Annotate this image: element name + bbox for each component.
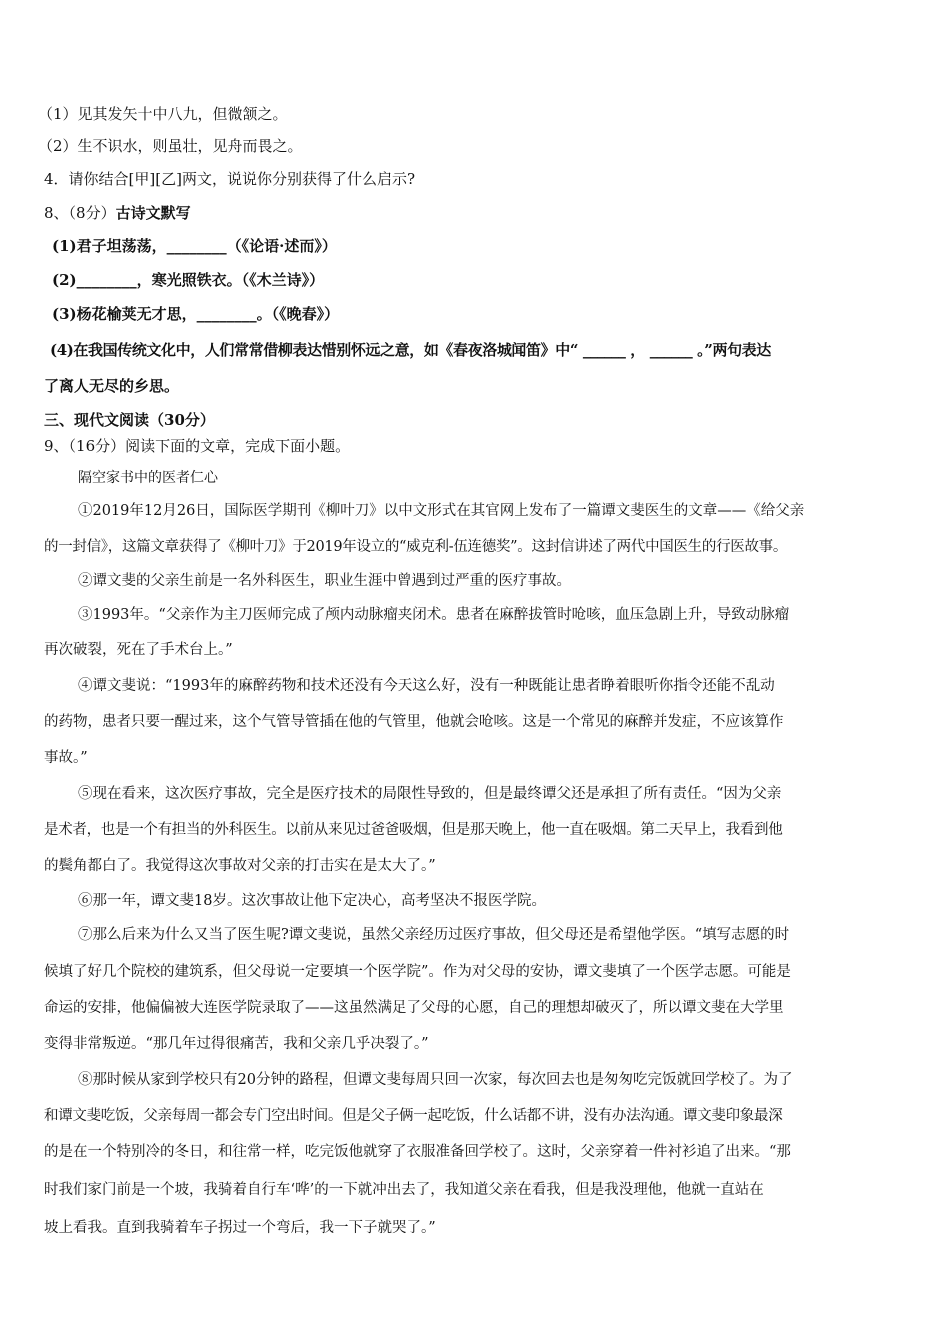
poem-line-3: (3)杨花榆荚无才思，________。（《晚春》） [52,305,340,323]
paragraph-8-line-b: 和谭文斐吃饭，父亲每周一都会专门空出时间。但是父子俩一起吃饭，什么话都不讲，没有办法沟通。谭文斐印象最深 [44,1108,783,1124]
section-3-heading: 三、现代文阅读（30分） [44,411,215,429]
paragraph-8-line-e: 坡上看我。直到我骑着车子拐过一个弯后，我一下子就哭了。” [44,1220,436,1236]
paragraph-1-line-a: ①2019年12月26日，国际医学期刊《柳叶刀》以中文形式在其官网上发布了一篇谭文斐医生的文章——《给父亲 [78,503,805,519]
poem-line-4b: 了离人无尽的乡思。 [44,377,180,395]
question-8-title: 古诗文默写 [115,204,191,222]
paragraph-3-line-b: 再次破裂，死在了手术台上。” [44,642,233,658]
question-sub-2: （2）生不识水，则虽壮，见舟而畏之。 [38,137,303,155]
question-9: 9、（16分）阅读下面的文章，完成下面小题。 [44,437,351,455]
paragraph-7-line-c: 命运的安排，他偏偏被大连医学院录取了——这虽然满足了父母的心愿，自己的理想却破灭了，所以谭文斐在大学里 [44,1000,784,1016]
article-title: 隔空家书中的医者仁心 [78,470,218,486]
question-4: 4．请你结合[甲][乙]两文，说说你分别获得了什么启示? [44,170,415,188]
poem-line-4a: (4)在我国传统文化中，人们常常借柳表达惜别怀远之意，如《春夜洛城闻笛》中“ ______ ， ______ 。”两句表达 [50,341,771,359]
paragraph-6: ⑥那一年，谭文斐18岁。这次事故让他下定决心，高考坚决不报医学院。 [78,893,546,909]
question-sub-1: （1）见其发矢十中八九，但微颔之。 [38,105,288,123]
paragraph-3-line-a: ③1993年。“父亲作为主刀医师完成了颅内动脉瘤夹闭术。患者在麻醉拔管时呛咳，血压急剧上升，导致动脉瘤 [78,607,790,623]
paragraph-7-line-a: ⑦那么后来为什么又当了医生呢?谭文斐说，虽然父亲经历过医疗事故，但父母还是希望他学医。“填写志愿的时 [78,927,790,943]
paragraph-8-line-d: 时我们家门前是一个坡，我骑着自行车‘哗’的一下就冲出去了，我知道父亲在看我，但是我没理他，他就一直站在 [44,1182,764,1198]
paragraph-4-line-a: ④谭文斐说：“1993年的麻醉药物和技术还没有今天这么好，没有一种既能让患者睁着眼听你指令还能不乱动 [78,678,775,694]
paragraph-4-line-b: 的药物，患者只要一醒过来，这个气管导管插在他的气管里，他就会呛咳。这是一个常见的麻醉并发症，不应该算作 [44,714,784,730]
paragraph-2: ②谭文斐的父亲生前是一名外科医生，职业生涯中曾遇到过严重的医疗事故。 [78,573,571,589]
paragraph-7-line-d: 变得非常叛逆。“那几年过得很痛苦，我和父亲几乎决裂了。” [44,1036,429,1052]
paragraph-7-line-b: 候填了好几个院校的建筑系，但父母说一定要填一个医学院”。作为对父母的安协，谭文斐填了一个医学志愿。可能是 [44,964,791,980]
question-8-heading [44,203,191,223]
paragraph-8-line-a: ⑧那时候从家到学校只有20分钟的路程，但谭文斐每周只回一次家，每次回去也是匆匆吃完饭就回学校了。为了 [78,1072,793,1088]
paragraph-1-line-b: 的一封信》，这篇文章获得了《柳叶刀》于2019年设立的“威克利-伍连德奖”。这封信讲述了两代中国医生的行医故事。 [44,539,788,555]
poem-line-1: (1)君子坦荡荡，________（《论语·述而》） [52,237,337,255]
paragraph-8-line-c: 的是在一个特别冷的冬日，和往常一样，吃完饭他就穿了衣服准备回学校了。这时，父亲穿着一件衬衫追了出来。“那 [44,1144,791,1160]
question-8-number: 8、（8分） [44,204,116,222]
paragraph-5-line-a: ⑤现在看来，这次医疗事故，完全是医疗技术的局限性导致的，但是最终谭父还是承担了所有责任。“因为父亲 [78,786,782,802]
paragraph-5-line-c: 的鬓角都白了。我觉得这次事故对父亲的打击实在是太大了。” [44,858,436,874]
paragraph-5-line-b: 是术者，也是一个有担当的外科医生。以前从来见过爸爸吸烟，但是那天晚上，他一直在吸烟。第二天早上，我看到他 [44,822,783,838]
poem-line-2: (2)________，寒光照铁衣。（《木兰诗》） [52,271,325,289]
paragraph-4-line-c: 事故。” [44,750,88,766]
